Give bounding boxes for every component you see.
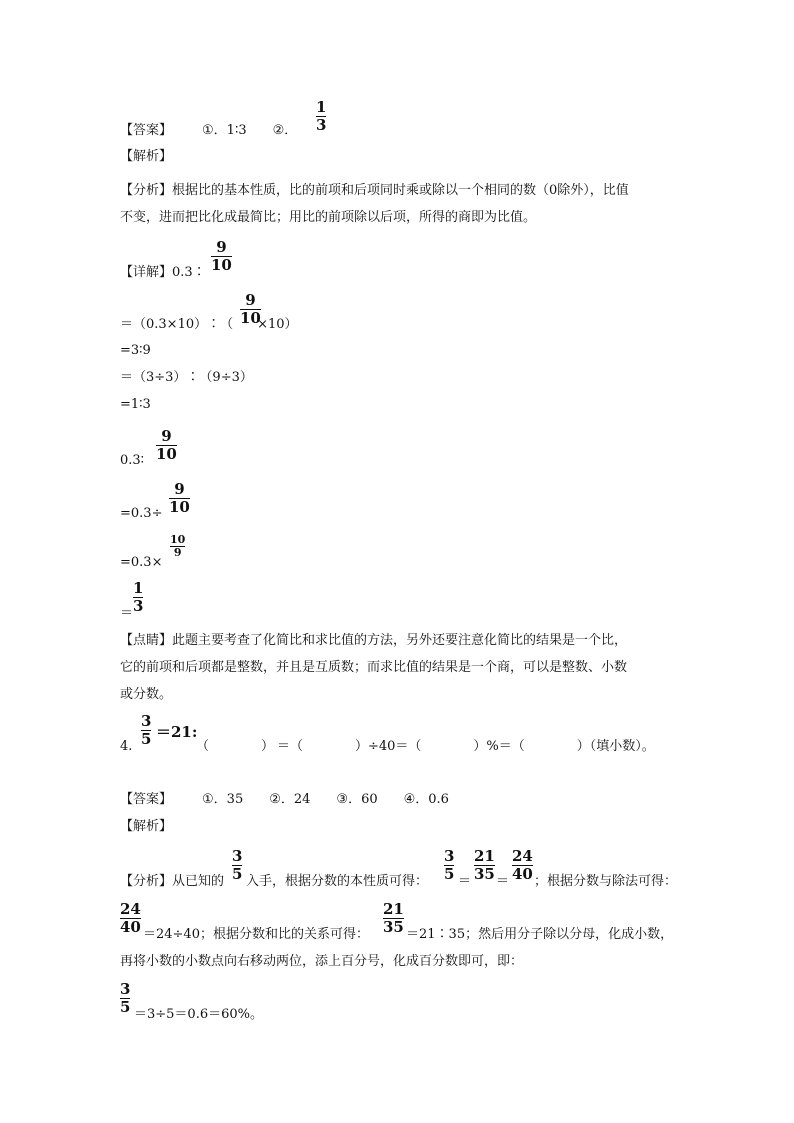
answer-1: ①．1∶3 — [202, 123, 247, 138]
q4-answer-label: 【答案】 — [120, 792, 173, 807]
q4-line2-a: ＝24÷40；根据分数和比的关系可得： — [143, 927, 369, 942]
denominator: 5 — [141, 730, 152, 748]
numerator: 1 — [316, 98, 327, 116]
dianjing-line-3: 或分数。 — [120, 687, 173, 702]
eq-sign-1: ＝ — [458, 874, 472, 889]
detail-line: 【详解】0.3∶ — [120, 265, 206, 280]
numerator: 24 — [120, 900, 141, 918]
q4-analysis-label: 【解析】 — [120, 819, 173, 834]
numerator: 3 — [232, 847, 243, 865]
step-5: 0.3∶ — [120, 453, 145, 468]
q4-line2-b: ＝21∶35；然后用分子除以分母，化成小数， — [406, 927, 674, 942]
denominator: 5 — [444, 865, 455, 883]
q4-line3: 再将小数的小数点向右移动两位，添上百分号，化成百分数即可，即： — [120, 954, 524, 969]
fenxi-line-1: 【分析】根据比的基本性质，比的前项和后项同时乘或除以一个相同的数（0除外），比值 — [120, 183, 629, 198]
step-1-left: ＝（0.3×10）∶（ — [120, 317, 234, 332]
question-4-eq-first: ＝21: — [156, 723, 198, 741]
question-4-rest: ＝（ ）÷40＝（ ）%＝（ ）（填小数）。 — [277, 739, 655, 754]
q4-answers: ①．35 ②．24 ③．60 ④．0.6 — [202, 792, 449, 807]
fraction-10-9 — [170, 534, 185, 559]
step-1-right: ×10） — [257, 317, 298, 332]
numerator: 21 — [383, 900, 404, 918]
denominator: 5 — [120, 998, 131, 1016]
fraction-3-5-q4 — [141, 713, 151, 748]
numerator: 3 — [444, 847, 455, 865]
denominator: 40 — [120, 918, 141, 936]
q4-line4: ＝3÷5＝0.6＝60%。 — [134, 1007, 264, 1022]
fraction-1-3 — [133, 580, 143, 615]
step-3: ＝（3÷3）∶（9÷3） — [120, 370, 253, 385]
numerator: 9 — [216, 238, 227, 256]
fraction-21-35-line2 — [383, 901, 404, 936]
fenxi-line-2: 不变，进而把比化成最简比；用比的前项除以后项，所得的商即为比值。 — [120, 210, 537, 225]
q4-fenxi-b: 入手，根据分数的本性质可得： — [246, 874, 429, 889]
fraction-24-40-line2 — [120, 901, 141, 936]
dianjing-line-1: 【点睛】此题主要考查了化简比和求比值的方法，另外还要注意化简比的结果是一个比， — [120, 633, 628, 648]
step-2: =3∶9 — [120, 343, 151, 358]
answer-line — [120, 121, 297, 141]
numerator: 24 — [512, 847, 533, 865]
denominator: 10 — [211, 256, 232, 274]
fraction-9-10-step1 — [240, 292, 261, 327]
fraction-3-5-line4 — [120, 981, 130, 1016]
answer-2: ②． — [272, 123, 298, 138]
q4-fenxi-c: ；根据分数与除法可得： — [534, 874, 678, 889]
q4-answer-line — [120, 790, 449, 810]
question-4-blank-1: （ ） — [196, 739, 275, 754]
fraction-3-5-fenxi — [232, 848, 242, 883]
numerator: 1 — [133, 579, 144, 597]
denominator: 5 — [232, 865, 243, 883]
numerator: 9 — [174, 480, 185, 498]
analysis-label: 【解析】 — [120, 149, 173, 164]
denominator: 9 — [173, 546, 182, 559]
step-6: =0.3÷ — [120, 506, 163, 521]
fraction-24-40 — [512, 848, 533, 883]
step-1 — [120, 315, 298, 335]
fraction-3-5-eq — [444, 848, 454, 883]
numerator: 3 — [141, 712, 152, 730]
step-7: =0.3× — [120, 555, 163, 570]
denominator: 35 — [383, 918, 404, 936]
question-4-number: 4. — [120, 739, 133, 754]
fraction-9-10-step5 — [156, 428, 177, 463]
denominator: 3 — [316, 116, 327, 134]
step-4: =1∶3 — [120, 397, 151, 412]
answer-label: 【答案】 — [120, 123, 173, 138]
numerator: 21 — [474, 847, 495, 865]
fraction-9-10-step6 — [169, 481, 190, 516]
denominator: 10 — [169, 498, 190, 516]
q4-fenxi-a: 【分析】从已知的 — [120, 874, 225, 889]
denominator: 10 — [156, 445, 177, 463]
numerator: 9 — [245, 291, 256, 309]
denominator: 35 — [474, 865, 495, 883]
fraction-9-10 — [211, 239, 232, 274]
numerator: 9 — [161, 427, 172, 445]
dianjing-line-2: 它的前项和后项都是整数，并且是互质数；而求比值的结果是一个商，可以是整数、小数 — [120, 660, 628, 675]
answer-2-fraction — [316, 99, 326, 134]
numerator: 3 — [120, 980, 131, 998]
fraction-21-35 — [474, 848, 495, 883]
denominator: 3 — [133, 597, 144, 615]
eq-sign-2: ＝ — [496, 874, 510, 889]
denominator: 10 — [240, 309, 261, 327]
numerator: 10 — [170, 533, 186, 546]
step-8: ＝ — [120, 606, 134, 621]
denominator: 40 — [512, 865, 533, 883]
